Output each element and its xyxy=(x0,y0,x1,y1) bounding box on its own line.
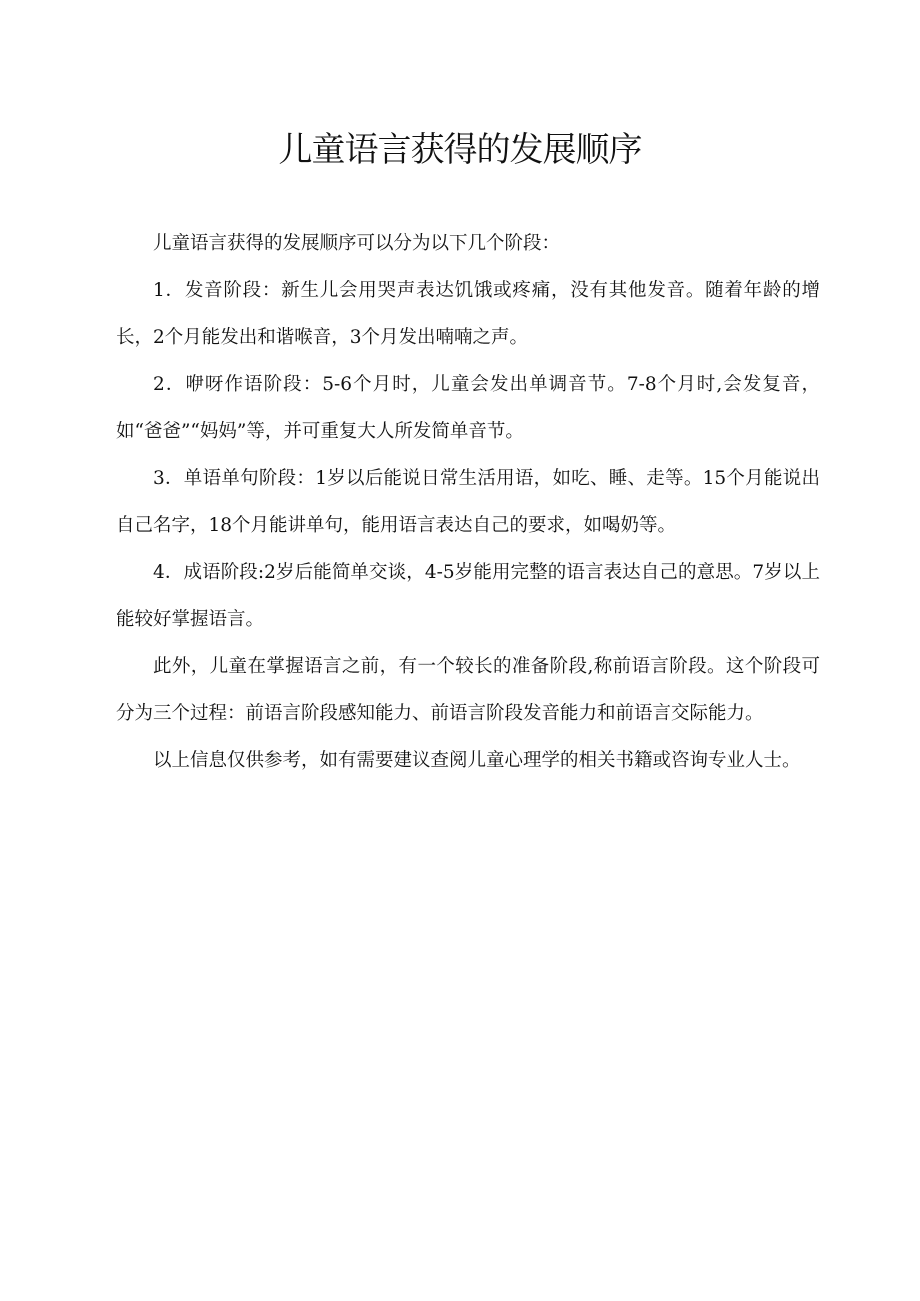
document-title: 儿童语言获得的发展顺序 xyxy=(278,130,642,170)
document-body xyxy=(116,220,820,784)
paragraph-stage-2: 2．咿呀作语阶段：5-6个月时，儿童会发出单调音节。7-8个月时,会发复音，如“爸爸”“妈妈”等，并可重复大人所发简单音节。 xyxy=(116,374,820,442)
paragraph-disclaimer: 以上信息仅供参考，如有需要建议查阅儿童心理学的相关书籍或咨询专业人士。 xyxy=(153,750,801,771)
paragraph-intro: 儿童语言获得的发展顺序可以分为以下几个阶段： xyxy=(153,233,561,254)
paragraph-stage-4: 4．成语阶段:2岁后能简单交谈，4-5岁能用完整的语言表达自己的意思。7岁以上能较好掌握语言。 xyxy=(116,562,820,630)
paragraph-prelinguistic: 此外，儿童在掌握语言之前，有一个较长的准备阶段,称前语言阶段。这个阶段可分为三个过程：前语言阶段感知能力、前语言阶段发音能力和前语言交际能力。 xyxy=(116,656,820,724)
paragraph-stage-3: 3．单语单句阶段：1岁以后能说日常生活用语，如吃、睡、走等。15个月能说出自己名字，18个月能讲单句，能用语言表达自己的要求，如喝奶等。 xyxy=(116,468,820,536)
paragraph-stage-1: 1．发音阶段：新生儿会用哭声表达饥饿或疼痛，没有其他发音。随着年龄的增长，2个月能发出和谐喉音，3个月发出喃喃之声。 xyxy=(116,280,820,348)
